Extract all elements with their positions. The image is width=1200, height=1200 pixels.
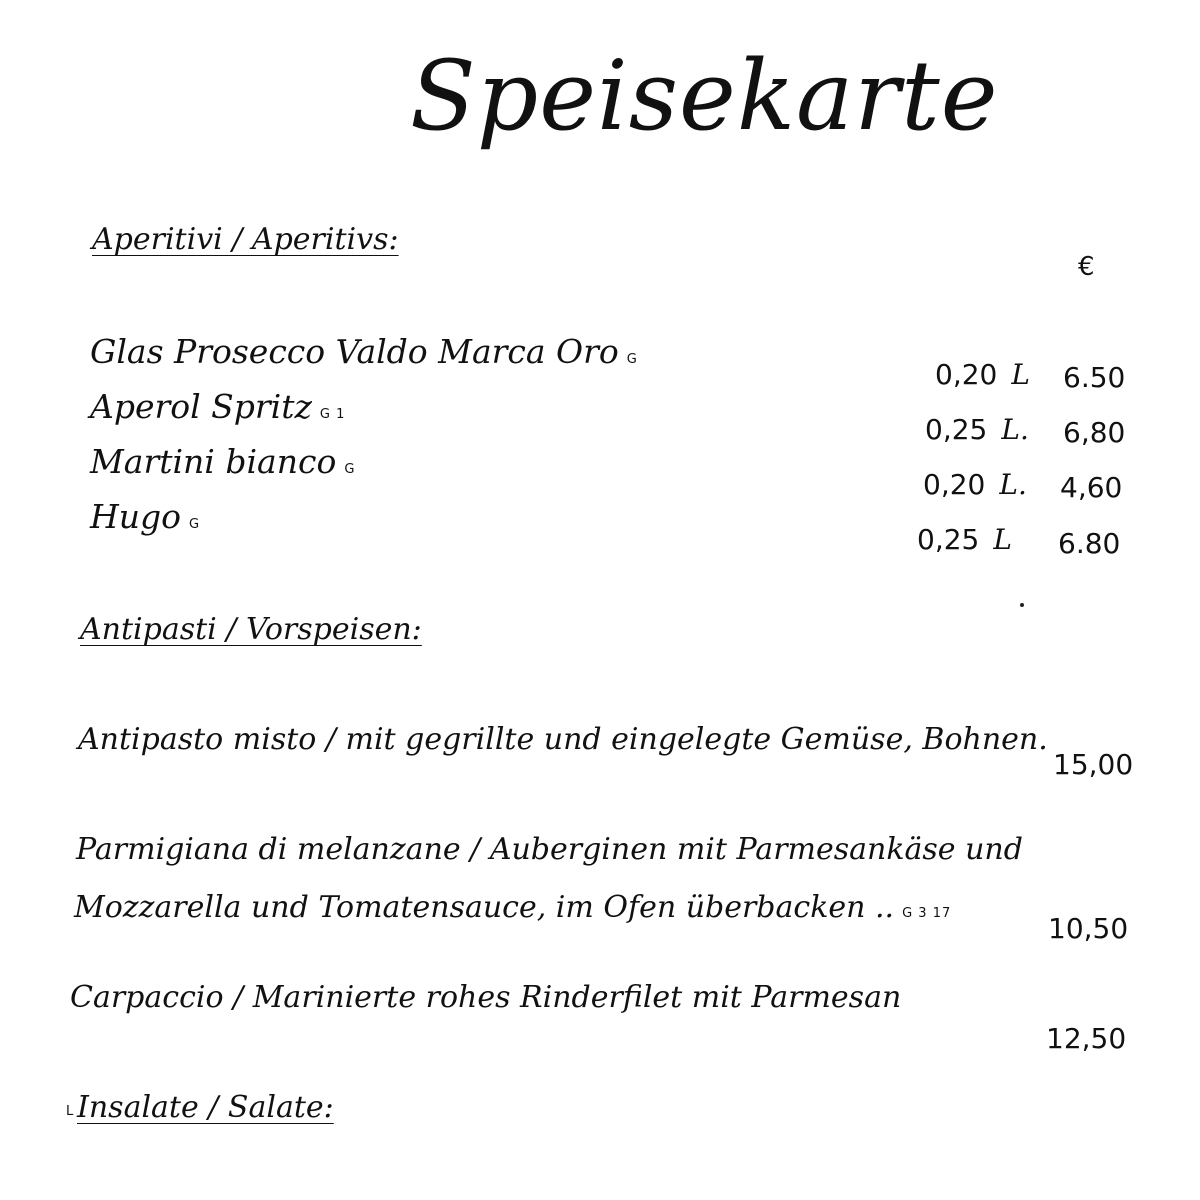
item-volume xyxy=(923,468,1027,501)
section-heading-aperitivi: Aperitivi / Aperitivs: xyxy=(92,222,399,257)
menu-item-name xyxy=(90,332,638,371)
allergen-note: G xyxy=(189,517,201,532)
item-price: 6.50 xyxy=(1063,361,1126,394)
volume-value: 0,20 xyxy=(935,358,998,391)
menu-item-name xyxy=(90,387,345,426)
item-price: 6.80 xyxy=(1058,527,1121,560)
allergen-note: G xyxy=(344,462,356,477)
volume-unit: L xyxy=(1011,358,1030,391)
item-volume xyxy=(925,413,1029,446)
currency-symbol: € xyxy=(1078,252,1095,282)
decorative-dot xyxy=(1020,603,1024,607)
menu-item-name xyxy=(90,442,355,481)
volume-value: 0,20 xyxy=(923,468,986,501)
volume-unit: L xyxy=(993,523,1012,556)
item-price: 6,80 xyxy=(1063,416,1126,449)
allergen-note: G 1 xyxy=(319,407,346,422)
item-price: 4,60 xyxy=(1060,471,1123,504)
menu-item-name: Carpaccio / Marinierte rohes Rinderfilet mit Parmesan xyxy=(70,980,902,1015)
allergen-note: G 3 17 xyxy=(902,906,952,921)
volume-unit: L. xyxy=(1001,413,1029,446)
volume-value: 0,25 xyxy=(925,413,988,446)
allergen-note: G xyxy=(626,352,638,367)
stray-mark: L xyxy=(66,1104,74,1119)
item-price: 15,00 xyxy=(1053,748,1134,781)
section-heading-insalate: Insalate / Salate: xyxy=(77,1090,334,1125)
item-volume xyxy=(917,523,1012,556)
item-price: 12,50 xyxy=(1046,1022,1127,1055)
menu-item-name: Antipasto misto / mit gegrillte und eingelegte Gemüse, Bohnen. xyxy=(78,722,1048,757)
volume-unit: L. xyxy=(999,468,1027,501)
page-title: Speisekarte xyxy=(410,40,999,152)
item-name: Glas Prosecco Valdo Marca Oro xyxy=(90,332,619,371)
item-name: Hugo xyxy=(90,497,182,536)
item-volume xyxy=(935,358,1030,391)
item-name: Martini bianco xyxy=(90,442,337,481)
item-description: Mozzarella und Tomatensauce, im Ofen überbacken .. xyxy=(74,890,895,925)
volume-value: 0,25 xyxy=(917,523,980,556)
menu-item-description xyxy=(74,890,951,925)
item-name: Aperol Spritz xyxy=(90,387,312,426)
menu-item-name xyxy=(90,497,200,536)
section-heading-antipasti: Antipasti / Vorspeisen: xyxy=(80,612,422,647)
menu-item-name: Parmigiana di melanzane / Auberginen mit Parmesankäse und xyxy=(76,832,1023,867)
item-price: 10,50 xyxy=(1048,912,1129,945)
